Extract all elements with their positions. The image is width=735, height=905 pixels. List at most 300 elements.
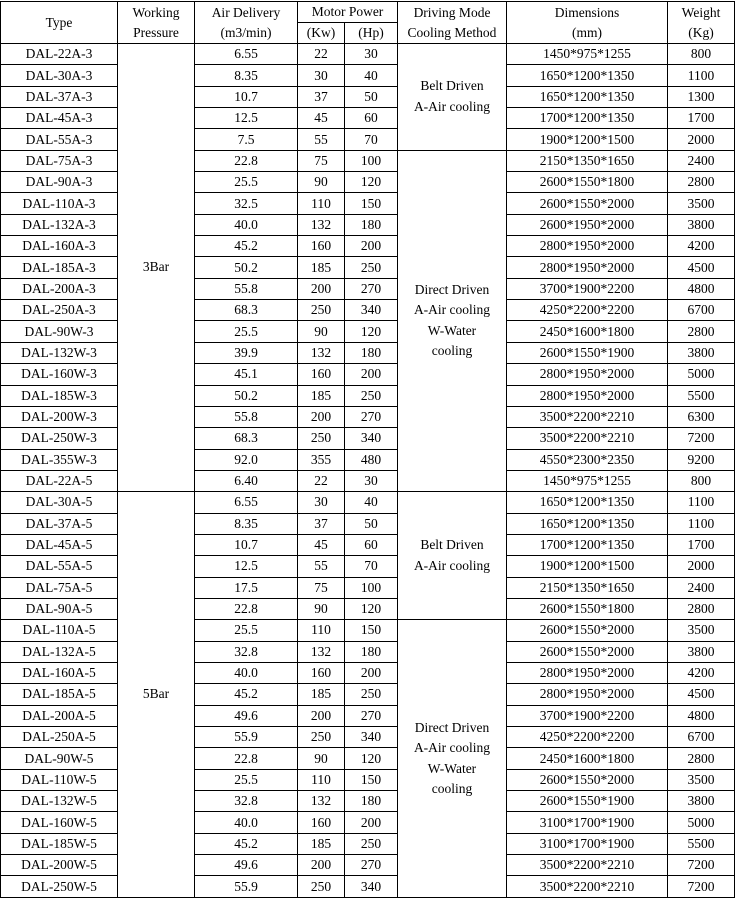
air-delivery-cell: 6.55 <box>195 492 298 513</box>
weight-cell: 5000 <box>668 812 735 833</box>
weight-cell: 2000 <box>668 129 735 150</box>
dimensions-cell: 2600*1550*1900 <box>507 342 668 363</box>
motor-hp-cell: 150 <box>345 193 398 214</box>
model-cell: DAL-75A-5 <box>1 577 118 598</box>
working-pressure-cell: 5Bar <box>118 492 195 898</box>
table-row <box>1 385 735 406</box>
model-cell: DAL-132A-5 <box>1 641 118 662</box>
motor-hp-cell: 340 <box>345 300 398 321</box>
table-row <box>1 86 735 107</box>
motor-hp-cell: 180 <box>345 214 398 235</box>
driving-mode-line: A-Air cooling <box>413 557 491 573</box>
model-cell: DAL-185W-3 <box>1 385 118 406</box>
model-cell: DAL-22A-3 <box>1 44 118 65</box>
table-row <box>1 257 735 278</box>
motor-hp-cell: 40 <box>345 492 398 513</box>
weight-cell: 800 <box>668 470 735 491</box>
air-delivery-cell: 12.5 <box>195 556 298 577</box>
motor-hp-cell: 250 <box>345 684 398 705</box>
motor-kw-cell: 45 <box>298 108 345 129</box>
motor-kw-cell: 132 <box>298 342 345 363</box>
motor-kw-cell: 90 <box>298 748 345 769</box>
dimensions-cell: 2600*1550*2000 <box>507 769 668 790</box>
motor-hp-cell: 30 <box>345 44 398 65</box>
motor-kw-cell: 250 <box>298 727 345 748</box>
table-row <box>1 278 735 299</box>
header-air-delivery-line2: (m3/min) <box>220 24 272 40</box>
model-cell: DAL-132W-5 <box>1 791 118 812</box>
table-row <box>1 684 735 705</box>
model-cell: DAL-90A-3 <box>1 172 118 193</box>
weight-cell: 2400 <box>668 577 735 598</box>
table-row <box>1 129 735 150</box>
dimensions-cell: 2600*1550*2000 <box>507 193 668 214</box>
driving-mode-line: A-Air cooling <box>413 98 491 114</box>
motor-hp-cell: 340 <box>345 727 398 748</box>
dimensions-cell: 1450*975*1255 <box>507 44 668 65</box>
air-delivery-cell: 40.0 <box>195 662 298 683</box>
motor-kw-cell: 55 <box>298 129 345 150</box>
motor-hp-cell: 250 <box>345 833 398 854</box>
air-delivery-cell: 8.35 <box>195 513 298 534</box>
table-row <box>1 214 735 235</box>
motor-kw-cell: 90 <box>298 598 345 619</box>
model-cell: DAL-185A-3 <box>1 257 118 278</box>
driving-mode-line: Direct Driven <box>414 719 490 735</box>
table-row <box>1 534 735 555</box>
table-row <box>1 321 735 342</box>
model-cell: DAL-185W-5 <box>1 833 118 854</box>
air-delivery-cell: 40.0 <box>195 214 298 235</box>
header-air-delivery <box>195 2 298 44</box>
model-cell: DAL-200A-5 <box>1 705 118 726</box>
dimensions-cell: 2150*1350*1650 <box>507 150 668 171</box>
dimensions-cell: 4250*2200*2200 <box>507 300 668 321</box>
driving-mode-cell <box>398 620 507 897</box>
dimensions-cell: 1650*1200*1350 <box>507 86 668 107</box>
table-row <box>1 172 735 193</box>
table-row <box>1 44 735 65</box>
table-row <box>1 193 735 214</box>
motor-hp-cell: 340 <box>345 876 398 897</box>
table-row <box>1 428 735 449</box>
model-cell: DAL-132W-3 <box>1 342 118 363</box>
dimensions-cell: 2800*1950*2000 <box>507 236 668 257</box>
weight-cell: 7200 <box>668 855 735 876</box>
dimensions-cell: 4550*2300*2350 <box>507 449 668 470</box>
motor-hp-cell: 270 <box>345 855 398 876</box>
weight-cell: 5500 <box>668 385 735 406</box>
dimensions-cell: 2800*1950*2000 <box>507 257 668 278</box>
motor-kw-cell: 110 <box>298 193 345 214</box>
dimensions-cell: 1450*975*1255 <box>507 470 668 491</box>
table-row <box>1 449 735 470</box>
table-row <box>1 769 735 790</box>
model-cell: DAL-55A-3 <box>1 129 118 150</box>
model-cell: DAL-90W-3 <box>1 321 118 342</box>
table-row <box>1 620 735 641</box>
dimensions-cell: 3500*2200*2210 <box>507 406 668 427</box>
weight-cell: 3800 <box>668 342 735 363</box>
dimensions-cell: 3700*1900*2200 <box>507 278 668 299</box>
air-delivery-cell: 6.40 <box>195 470 298 491</box>
header-working-pressure-line2: Pressure <box>133 24 179 40</box>
motor-hp-cell: 120 <box>345 748 398 769</box>
motor-kw-cell: 355 <box>298 449 345 470</box>
weight-cell: 1700 <box>668 534 735 555</box>
motor-kw-cell: 30 <box>298 492 345 513</box>
header-working-pressure <box>118 2 195 44</box>
model-cell: DAL-30A-5 <box>1 492 118 513</box>
model-cell: DAL-355W-3 <box>1 449 118 470</box>
driving-mode-cell <box>398 492 507 620</box>
dimensions-cell: 2800*1950*2000 <box>507 385 668 406</box>
air-delivery-cell: 55.8 <box>195 278 298 299</box>
motor-hp-cell: 70 <box>345 556 398 577</box>
air-delivery-cell: 49.6 <box>195 855 298 876</box>
weight-cell: 6700 <box>668 727 735 748</box>
model-cell: DAL-200A-3 <box>1 278 118 299</box>
air-delivery-cell: 32.8 <box>195 641 298 662</box>
header-dimensions-line2: (mm) <box>572 24 602 40</box>
motor-hp-cell: 180 <box>345 791 398 812</box>
table-row <box>1 598 735 619</box>
header-air-delivery-line1: Air Delivery <box>211 4 281 20</box>
weight-cell: 2800 <box>668 321 735 342</box>
motor-kw-cell: 37 <box>298 513 345 534</box>
weight-cell: 2800 <box>668 172 735 193</box>
motor-kw-cell: 90 <box>298 321 345 342</box>
table-row <box>1 705 735 726</box>
air-delivery-cell: 32.8 <box>195 791 298 812</box>
model-cell: DAL-75A-3 <box>1 150 118 171</box>
air-delivery-cell: 10.7 <box>195 86 298 107</box>
compressor-spec-table <box>0 1 735 898</box>
weight-cell: 1700 <box>668 108 735 129</box>
model-cell: DAL-110A-5 <box>1 620 118 641</box>
motor-hp-cell: 200 <box>345 662 398 683</box>
weight-cell: 2400 <box>668 150 735 171</box>
weight-cell: 800 <box>668 44 735 65</box>
model-cell: DAL-200W-3 <box>1 406 118 427</box>
motor-kw-cell: 55 <box>298 556 345 577</box>
motor-hp-cell: 180 <box>345 641 398 662</box>
motor-hp-cell: 70 <box>345 129 398 150</box>
driving-mode-cell <box>398 44 507 151</box>
weight-cell: 2800 <box>668 598 735 619</box>
model-cell: DAL-250W-3 <box>1 428 118 449</box>
dimensions-cell: 3100*1700*1900 <box>507 833 668 854</box>
motor-kw-cell: 30 <box>298 65 345 86</box>
motor-kw-cell: 250 <box>298 300 345 321</box>
weight-cell: 1100 <box>668 492 735 513</box>
motor-kw-cell: 250 <box>298 876 345 897</box>
table-row <box>1 855 735 876</box>
motor-hp-cell: 270 <box>345 705 398 726</box>
dimensions-cell: 2600*1550*2000 <box>507 620 668 641</box>
table-row <box>1 556 735 577</box>
motor-hp-cell: 30 <box>345 470 398 491</box>
dimensions-cell: 2600*1950*2000 <box>507 214 668 235</box>
table-row <box>1 470 735 491</box>
weight-cell: 7200 <box>668 428 735 449</box>
dimensions-cell: 1900*1200*1500 <box>507 556 668 577</box>
model-cell: DAL-90A-5 <box>1 598 118 619</box>
driving-mode-line: A-Air cooling <box>413 740 491 756</box>
dimensions-cell: 1700*1200*1350 <box>507 534 668 555</box>
header-dimensions-line1: Dimensions <box>554 4 620 20</box>
model-cell: DAL-22A-5 <box>1 470 118 491</box>
dimensions-cell: 2600*1550*1800 <box>507 172 668 193</box>
weight-cell: 9200 <box>668 449 735 470</box>
weight-cell: 5500 <box>668 833 735 854</box>
dimensions-cell: 3500*2200*2210 <box>507 428 668 449</box>
table-row <box>1 492 735 513</box>
air-delivery-cell: 25.5 <box>195 769 298 790</box>
model-cell: DAL-160W-3 <box>1 364 118 385</box>
air-delivery-cell: 55.8 <box>195 406 298 427</box>
model-cell: DAL-185A-5 <box>1 684 118 705</box>
dimensions-cell: 2600*1550*2000 <box>507 641 668 662</box>
model-cell: DAL-200W-5 <box>1 855 118 876</box>
model-cell: DAL-160W-5 <box>1 812 118 833</box>
dimensions-cell: 1700*1200*1350 <box>507 108 668 129</box>
table-row <box>1 577 735 598</box>
table-row <box>1 150 735 171</box>
driving-mode-line: Belt Driven <box>420 537 484 553</box>
model-cell: DAL-37A-5 <box>1 513 118 534</box>
motor-kw-cell: 22 <box>298 44 345 65</box>
motor-kw-cell: 200 <box>298 406 345 427</box>
air-delivery-cell: 8.35 <box>195 65 298 86</box>
weight-cell: 7200 <box>668 876 735 897</box>
motor-hp-cell: 120 <box>345 172 398 193</box>
model-cell: DAL-37A-3 <box>1 86 118 107</box>
driving-mode-line: cooling <box>431 343 473 359</box>
header-hp: (Hp) <box>345 23 398 44</box>
air-delivery-cell: 45.2 <box>195 833 298 854</box>
motor-hp-cell: 150 <box>345 620 398 641</box>
header-kw: (Kw) <box>298 23 345 44</box>
air-delivery-cell: 22.8 <box>195 748 298 769</box>
air-delivery-cell: 32.5 <box>195 193 298 214</box>
motor-hp-cell: 50 <box>345 86 398 107</box>
dimensions-cell: 2800*1950*2000 <box>507 684 668 705</box>
weight-cell: 4800 <box>668 278 735 299</box>
motor-kw-cell: 132 <box>298 791 345 812</box>
motor-kw-cell: 200 <box>298 705 345 726</box>
air-delivery-cell: 55.9 <box>195 876 298 897</box>
header-working-pressure-line1: Working <box>132 4 180 20</box>
weight-cell: 1300 <box>668 86 735 107</box>
table-row <box>1 876 735 897</box>
motor-hp-cell: 200 <box>345 236 398 257</box>
motor-hp-cell: 250 <box>345 385 398 406</box>
weight-cell: 6300 <box>668 406 735 427</box>
dimensions-cell: 3500*2200*2210 <box>507 855 668 876</box>
motor-kw-cell: 200 <box>298 855 345 876</box>
weight-cell: 1100 <box>668 65 735 86</box>
air-delivery-cell: 39.9 <box>195 342 298 363</box>
dimensions-cell: 1900*1200*1500 <box>507 129 668 150</box>
weight-cell: 4200 <box>668 236 735 257</box>
dimensions-cell: 1650*1200*1350 <box>507 513 668 534</box>
dimensions-cell: 3500*2200*2210 <box>507 876 668 897</box>
motor-hp-cell: 100 <box>345 577 398 598</box>
table-row <box>1 727 735 748</box>
air-delivery-cell: 25.5 <box>195 620 298 641</box>
air-delivery-cell: 45.2 <box>195 684 298 705</box>
model-cell: DAL-132A-3 <box>1 214 118 235</box>
weight-cell: 3800 <box>668 641 735 662</box>
air-delivery-cell: 49.6 <box>195 705 298 726</box>
weight-cell: 4500 <box>668 257 735 278</box>
weight-cell: 3500 <box>668 193 735 214</box>
motor-hp-cell: 270 <box>345 278 398 299</box>
motor-kw-cell: 160 <box>298 812 345 833</box>
motor-kw-cell: 37 <box>298 86 345 107</box>
motor-hp-cell: 120 <box>345 598 398 619</box>
header-weight-line1: Weight <box>681 4 721 20</box>
air-delivery-cell: 7.5 <box>195 129 298 150</box>
motor-hp-cell: 200 <box>345 364 398 385</box>
header-driving-mode <box>398 2 507 44</box>
table-row <box>1 833 735 854</box>
table-row <box>1 236 735 257</box>
driving-mode-line: Direct Driven <box>414 281 490 297</box>
weight-cell: 1100 <box>668 513 735 534</box>
motor-kw-cell: 110 <box>298 620 345 641</box>
motor-hp-cell: 480 <box>345 449 398 470</box>
model-cell: DAL-45A-3 <box>1 108 118 129</box>
weight-cell: 3800 <box>668 214 735 235</box>
table-row <box>1 662 735 683</box>
weight-cell: 2800 <box>668 748 735 769</box>
table-row <box>1 748 735 769</box>
dimensions-cell: 2600*1550*1800 <box>507 598 668 619</box>
motor-kw-cell: 160 <box>298 364 345 385</box>
motor-kw-cell: 185 <box>298 385 345 406</box>
table-row <box>1 406 735 427</box>
air-delivery-cell: 22.8 <box>195 598 298 619</box>
motor-hp-cell: 150 <box>345 769 398 790</box>
weight-cell: 5000 <box>668 364 735 385</box>
air-delivery-cell: 40.0 <box>195 812 298 833</box>
dimensions-cell: 4250*2200*2200 <box>507 727 668 748</box>
table-row <box>1 641 735 662</box>
motor-kw-cell: 185 <box>298 257 345 278</box>
header-weight-line2: (Kg) <box>688 24 714 40</box>
air-delivery-cell: 10.7 <box>195 534 298 555</box>
dimensions-cell: 2800*1950*2000 <box>507 662 668 683</box>
model-cell: DAL-160A-5 <box>1 662 118 683</box>
motor-hp-cell: 270 <box>345 406 398 427</box>
table-row <box>1 342 735 363</box>
motor-hp-cell: 60 <box>345 108 398 129</box>
model-cell: DAL-250W-5 <box>1 876 118 897</box>
header-driving-mode-line1: Driving Mode <box>413 4 491 20</box>
air-delivery-cell: 68.3 <box>195 300 298 321</box>
motor-kw-cell: 160 <box>298 662 345 683</box>
motor-hp-cell: 200 <box>345 812 398 833</box>
dimensions-cell: 3700*1900*2200 <box>507 705 668 726</box>
dimensions-cell: 2150*1350*1650 <box>507 577 668 598</box>
motor-hp-cell: 40 <box>345 65 398 86</box>
table-row <box>1 65 735 86</box>
motor-kw-cell: 200 <box>298 278 345 299</box>
header-type: Type <box>1 2 118 44</box>
weight-cell: 4500 <box>668 684 735 705</box>
motor-kw-cell: 110 <box>298 769 345 790</box>
motor-hp-cell: 50 <box>345 513 398 534</box>
air-delivery-cell: 22.8 <box>195 150 298 171</box>
motor-kw-cell: 75 <box>298 577 345 598</box>
driving-mode-line: W-Water <box>427 760 477 776</box>
air-delivery-cell: 50.2 <box>195 257 298 278</box>
driving-mode-cell <box>398 150 507 492</box>
weight-cell: 3500 <box>668 769 735 790</box>
motor-hp-cell: 180 <box>345 342 398 363</box>
motor-kw-cell: 90 <box>298 172 345 193</box>
driving-mode-line: cooling <box>431 781 473 797</box>
weight-cell: 4200 <box>668 662 735 683</box>
motor-kw-cell: 185 <box>298 684 345 705</box>
header-weight <box>668 2 735 44</box>
model-cell: DAL-55A-5 <box>1 556 118 577</box>
header-driving-mode-line2: Cooling Method <box>407 24 497 40</box>
motor-kw-cell: 160 <box>298 236 345 257</box>
motor-kw-cell: 22 <box>298 470 345 491</box>
table-row <box>1 300 735 321</box>
air-delivery-cell: 55.9 <box>195 727 298 748</box>
driving-mode-line: Belt Driven <box>420 78 484 94</box>
driving-mode-line: W-Water <box>427 322 477 338</box>
dimensions-cell: 3100*1700*1900 <box>507 812 668 833</box>
motor-hp-cell: 250 <box>345 257 398 278</box>
motor-kw-cell: 132 <box>298 214 345 235</box>
air-delivery-cell: 17.5 <box>195 577 298 598</box>
air-delivery-cell: 45.2 <box>195 236 298 257</box>
model-cell: DAL-110W-5 <box>1 769 118 790</box>
motor-hp-cell: 120 <box>345 321 398 342</box>
model-cell: DAL-160A-3 <box>1 236 118 257</box>
header-dimensions <box>507 2 668 44</box>
dimensions-cell: 1650*1200*1350 <box>507 492 668 513</box>
motor-hp-cell: 60 <box>345 534 398 555</box>
model-cell: DAL-30A-3 <box>1 65 118 86</box>
motor-kw-cell: 132 <box>298 641 345 662</box>
air-delivery-cell: 68.3 <box>195 428 298 449</box>
air-delivery-cell: 6.55 <box>195 44 298 65</box>
dimensions-cell: 1650*1200*1350 <box>507 65 668 86</box>
air-delivery-cell: 12.5 <box>195 108 298 129</box>
weight-cell: 6700 <box>668 300 735 321</box>
dimensions-cell: 2450*1600*1800 <box>507 748 668 769</box>
dimensions-cell: 2600*1550*1900 <box>507 791 668 812</box>
model-cell: DAL-110A-3 <box>1 193 118 214</box>
air-delivery-cell: 25.5 <box>195 321 298 342</box>
dimensions-cell: 2450*1600*1800 <box>507 321 668 342</box>
air-delivery-cell: 25.5 <box>195 172 298 193</box>
table-row <box>1 812 735 833</box>
air-delivery-cell: 45.1 <box>195 364 298 385</box>
weight-cell: 4800 <box>668 705 735 726</box>
weight-cell: 3800 <box>668 791 735 812</box>
air-delivery-cell: 92.0 <box>195 449 298 470</box>
model-cell: DAL-45A-5 <box>1 534 118 555</box>
driving-mode-line: A-Air cooling <box>413 302 491 318</box>
table-row <box>1 108 735 129</box>
